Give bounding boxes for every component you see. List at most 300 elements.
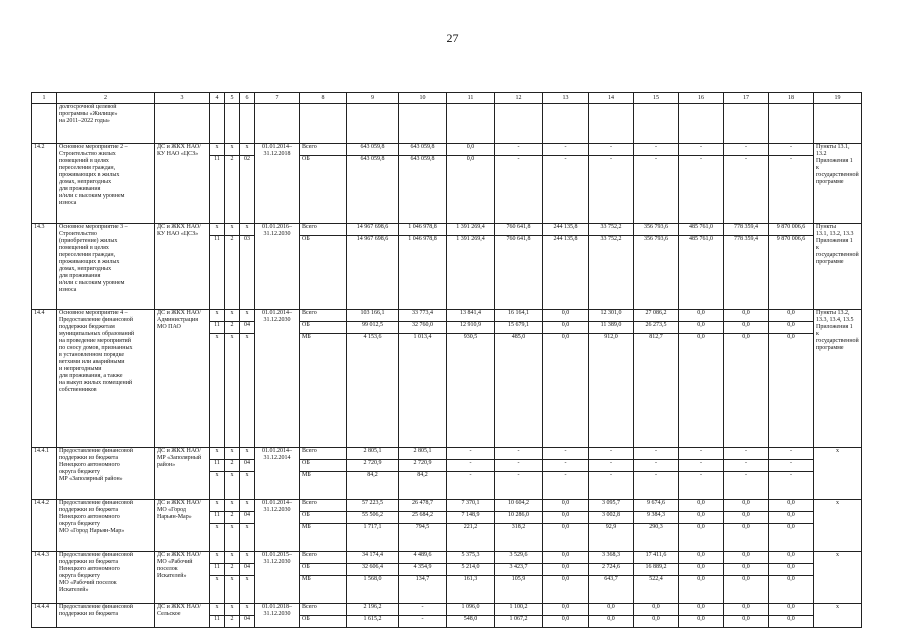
row-number: 14.4.1 xyxy=(32,448,57,500)
amount-cell: 9 870 006,6 xyxy=(769,236,814,310)
amount-cell: - xyxy=(399,616,447,628)
amount-cell: 16 889,2 xyxy=(634,564,679,576)
amount-cell: 0,0 xyxy=(679,616,724,628)
funding-source: Всего xyxy=(300,552,347,564)
column-header: 3 xyxy=(155,93,210,104)
row-note: x xyxy=(814,552,862,604)
column-header: 2 xyxy=(57,93,155,104)
amount-cell: - xyxy=(769,156,814,224)
amount-cell: - xyxy=(589,144,634,156)
amount-cell: 1 391 269,4 xyxy=(447,236,495,310)
amount-cell: 84,2 xyxy=(347,472,399,500)
column-header: 7 xyxy=(255,93,300,104)
code-cell: 11 xyxy=(210,460,225,472)
amount-cell: 34 174,4 xyxy=(347,552,399,564)
amount-cell: 12 910,9 xyxy=(447,322,495,334)
column-header: 10 xyxy=(399,93,447,104)
amount-cell: - xyxy=(589,472,634,500)
amount-cell: 99 012,5 xyxy=(347,322,399,334)
column-header: 17 xyxy=(724,93,769,104)
row-number: 14.4.2 xyxy=(32,500,57,552)
column-header: 5 xyxy=(225,93,240,104)
code-cell: x xyxy=(225,500,240,512)
column-header: 19 xyxy=(814,93,862,104)
amount-cell: 2 724,6 xyxy=(589,564,634,576)
amount-cell: 2 720,9 xyxy=(399,460,447,472)
code-cell: x xyxy=(240,334,255,448)
amount-cell: - xyxy=(543,460,589,472)
row-number: 14.2 xyxy=(32,144,57,224)
code-cell: x xyxy=(225,144,240,156)
amount-cell: - xyxy=(679,448,724,460)
amount-cell: - xyxy=(447,460,495,472)
amount-cell: 318,2 xyxy=(495,524,543,552)
column-header: 14 xyxy=(589,93,634,104)
amount-cell: - xyxy=(589,460,634,472)
code-cell: 04 xyxy=(240,460,255,472)
amount-cell: 0,0 xyxy=(724,334,769,448)
amount-cell: 0,0 xyxy=(769,576,814,604)
column-header: 18 xyxy=(769,93,814,104)
amount-cell: - xyxy=(634,144,679,156)
amount-cell: 0,0 xyxy=(769,322,814,334)
code-cell: x xyxy=(210,334,225,448)
table-row xyxy=(32,310,862,322)
code-cell: x xyxy=(210,224,225,236)
amount-cell: 0,0 xyxy=(543,512,589,524)
amount-cell: - xyxy=(769,448,814,460)
code-cell: 11 xyxy=(210,322,225,334)
amount-cell: 9 870 006,6 xyxy=(769,224,814,236)
column-header: 11 xyxy=(447,93,495,104)
amount-cell: 0,0 xyxy=(679,576,724,604)
column-header: 16 xyxy=(679,93,724,104)
code-cell: x xyxy=(225,576,240,604)
funding-source: Всего xyxy=(300,448,347,460)
row-note: x xyxy=(814,500,862,552)
amount-cell: 0,0 xyxy=(679,334,724,448)
amount-cell: 33 773,4 xyxy=(399,310,447,322)
code-cell: x xyxy=(210,472,225,500)
code-cell: x xyxy=(210,448,225,460)
amount-cell: 0,0 xyxy=(589,616,634,628)
amount-cell: - xyxy=(724,144,769,156)
code-cell: x xyxy=(240,144,255,156)
amount-cell: 25 684,2 xyxy=(399,512,447,524)
column-header: 6 xyxy=(240,93,255,104)
amount-cell: 12 301,0 xyxy=(589,310,634,322)
row-executor: ДС и ЖКХ НАО/ КУ НАО «ЦСЗ» xyxy=(155,144,210,224)
amount-cell: 2 805,1 xyxy=(399,448,447,460)
amount-cell: - xyxy=(495,472,543,500)
code-cell: 2 xyxy=(225,322,240,334)
amount-cell: 7 370,1 xyxy=(447,500,495,512)
empty-cell xyxy=(634,104,679,144)
amount-cell: 9 674,6 xyxy=(634,500,679,512)
row-note: x xyxy=(814,604,862,628)
amount-cell: 57 223,5 xyxy=(347,500,399,512)
row-note: Пункты 13.1, 13.2, 13.3 Приложения 1 к государственной программе xyxy=(814,224,862,310)
amount-cell: 3 368,3 xyxy=(589,552,634,564)
empty-cell xyxy=(495,104,543,144)
code-cell: x xyxy=(225,604,240,616)
code-cell: 2 xyxy=(225,156,240,224)
code-cell: 03 xyxy=(240,236,255,310)
amount-cell: 0,0 xyxy=(769,500,814,512)
empty-cell xyxy=(724,104,769,144)
code-cell: x xyxy=(240,472,255,500)
amount-cell: 485,0 xyxy=(495,334,543,448)
row-executor: ДС и ЖКХ НАО/ КУ НАО «ЦСЗ» xyxy=(155,224,210,310)
funding-source: МБ xyxy=(300,472,347,500)
code-cell: x xyxy=(210,576,225,604)
amount-cell: - xyxy=(543,448,589,460)
table-row xyxy=(32,604,862,616)
amount-cell: 643 059,8 xyxy=(399,156,447,224)
amount-cell: 0,0 xyxy=(543,500,589,512)
page-number: 27 xyxy=(446,31,459,45)
amount-cell: 10 286,0 xyxy=(495,512,543,524)
amount-cell: - xyxy=(543,472,589,500)
code-cell: 11 xyxy=(210,156,225,224)
amount-cell: 0,0 xyxy=(724,564,769,576)
row-note: Пункты 13.1, 13.2 Приложения 1 к государственной программе xyxy=(814,144,862,224)
amount-cell: - xyxy=(724,156,769,224)
code-cell: x xyxy=(210,310,225,322)
empty-cell xyxy=(543,104,589,144)
row-period: 01.01.2015– 31.12.2030 xyxy=(255,552,300,604)
amount-cell: 643,7 xyxy=(589,576,634,604)
empty-cell xyxy=(225,104,240,144)
row-name: Основное мероприятие 4 – Предоставление финансовой поддержки бюджетам муниципальных образований на проведение мероприятий по сносу домов, признанных в установленном порядке ветхими или аварийными и непригодными для проживания, а также на выкуп жилых помещений собственников xyxy=(57,310,155,448)
amount-cell: 0,0 xyxy=(543,564,589,576)
amount-cell: - xyxy=(447,448,495,460)
amount-cell: 0,0 xyxy=(724,310,769,322)
amount-cell: 812,7 xyxy=(634,334,679,448)
amount-cell: 1 717,1 xyxy=(347,524,399,552)
amount-cell: 3 529,6 xyxy=(495,552,543,564)
amount-cell: 9 384,3 xyxy=(634,512,679,524)
amount-cell: 0,0 xyxy=(769,524,814,552)
amount-cell: 0,0 xyxy=(679,310,724,322)
amount-cell: - xyxy=(634,156,679,224)
amount-cell: - xyxy=(724,460,769,472)
code-cell: 2 xyxy=(225,512,240,524)
amount-cell: - xyxy=(679,460,724,472)
code-cell: x xyxy=(210,500,225,512)
amount-cell: 161,3 xyxy=(447,576,495,604)
amount-cell: 0,0 xyxy=(769,604,814,616)
code-cell: 2 xyxy=(225,564,240,576)
funding-source: ОБ xyxy=(300,156,347,224)
amount-cell: 55 506,2 xyxy=(347,512,399,524)
row-number: 14.4.3 xyxy=(32,552,57,604)
amount-cell: 10 604,2 xyxy=(495,500,543,512)
amount-cell: - xyxy=(399,604,447,616)
continuation-row xyxy=(32,104,862,144)
amount-cell: 2 805,1 xyxy=(347,448,399,460)
amount-cell: 930,5 xyxy=(447,334,495,448)
code-cell: x xyxy=(225,310,240,322)
funding-source: ОБ xyxy=(300,460,347,472)
amount-cell: 0,0 xyxy=(634,616,679,628)
amount-cell: 778 359,4 xyxy=(724,224,769,236)
amount-cell: 760 641,8 xyxy=(495,224,543,236)
row-name: долгосрочной целевой программы «Жилище» на 2011–2022 годы» xyxy=(57,104,155,144)
row-executor: ДС и ЖКХ НАО/ Администрация МО ПАО xyxy=(155,310,210,448)
funding-source: ОБ xyxy=(300,616,347,628)
funding-source: МБ xyxy=(300,524,347,552)
amount-cell: 0,0 xyxy=(447,144,495,156)
amount-cell: 4 153,6 xyxy=(347,334,399,448)
amount-cell: - xyxy=(679,472,724,500)
code-cell: 04 xyxy=(240,322,255,334)
amount-cell: 1 096,0 xyxy=(447,604,495,616)
amount-cell: - xyxy=(724,472,769,500)
column-header: 8 xyxy=(300,93,347,104)
code-cell: x xyxy=(210,604,225,616)
amount-cell: 643 059,8 xyxy=(347,156,399,224)
amount-cell: 14 967 698,6 xyxy=(347,236,399,310)
amount-cell: 0,0 xyxy=(679,524,724,552)
code-cell: x xyxy=(225,552,240,564)
amount-cell: 0,0 xyxy=(724,512,769,524)
amount-cell: 643 059,8 xyxy=(347,144,399,156)
code-cell: x xyxy=(240,552,255,564)
funding-source: Всего xyxy=(300,144,347,156)
code-cell: x xyxy=(210,524,225,552)
row-number: 14.4.4 xyxy=(32,604,57,628)
funding-source: ОБ xyxy=(300,512,347,524)
code-cell: x xyxy=(225,334,240,448)
table-body xyxy=(32,93,862,628)
amount-cell: 0,0 xyxy=(724,552,769,564)
column-header: 4 xyxy=(210,93,225,104)
amount-cell: 32 606,4 xyxy=(347,564,399,576)
amount-cell: 33 752,2 xyxy=(589,236,634,310)
column-header: 15 xyxy=(634,93,679,104)
amount-cell: 0,0 xyxy=(634,604,679,616)
row-executor: ДС и ЖКХ НАО/ МО «Рабочий поселок Искателей» xyxy=(155,552,210,604)
empty-cell xyxy=(240,104,255,144)
code-cell: x xyxy=(240,576,255,604)
row-executor: ДС и ЖКХ НАО/ МР «Заполярный район» xyxy=(155,448,210,500)
amount-cell: 0,0 xyxy=(679,500,724,512)
amount-cell: 794,5 xyxy=(399,524,447,552)
amount-cell: - xyxy=(495,156,543,224)
code-cell: x xyxy=(240,500,255,512)
amount-cell: 11 389,0 xyxy=(589,322,634,334)
amount-cell: 290,3 xyxy=(634,524,679,552)
amount-cell: 1 046 978,8 xyxy=(399,236,447,310)
amount-cell: 0,0 xyxy=(679,322,724,334)
empty-cell xyxy=(589,104,634,144)
code-cell: 04 xyxy=(240,616,255,628)
amount-cell: 548,0 xyxy=(447,616,495,628)
amount-cell: - xyxy=(447,472,495,500)
amount-cell: - xyxy=(634,460,679,472)
amount-cell: 1 568,0 xyxy=(347,576,399,604)
amount-cell: - xyxy=(589,448,634,460)
table-row xyxy=(32,448,862,460)
code-cell: 02 xyxy=(240,156,255,224)
amount-cell: 485 761,0 xyxy=(679,224,724,236)
table-row xyxy=(32,224,862,236)
amount-cell: 4 354,9 xyxy=(399,564,447,576)
amount-cell: - xyxy=(543,156,589,224)
code-cell: x xyxy=(240,604,255,616)
amount-cell: 356 793,6 xyxy=(634,224,679,236)
amount-cell: 3 423,7 xyxy=(495,564,543,576)
amount-cell: 0,0 xyxy=(679,512,724,524)
amount-cell: 2 720,9 xyxy=(347,460,399,472)
table-row xyxy=(32,144,862,156)
code-cell: x xyxy=(240,448,255,460)
amount-cell: 221,2 xyxy=(447,524,495,552)
empty-cell xyxy=(769,104,814,144)
amount-cell: 778 359,4 xyxy=(724,236,769,310)
amount-cell: 0,0 xyxy=(679,604,724,616)
column-header-row xyxy=(32,93,862,104)
amount-cell: 643 059,8 xyxy=(399,144,447,156)
funding-source: ОБ xyxy=(300,564,347,576)
amount-cell: 0,0 xyxy=(724,524,769,552)
amount-cell: - xyxy=(634,448,679,460)
amount-cell: - xyxy=(495,144,543,156)
amount-cell: 1 013,4 xyxy=(399,334,447,448)
amount-cell: 16 164,1 xyxy=(495,310,543,322)
amount-cell: 92,9 xyxy=(589,524,634,552)
column-header: 12 xyxy=(495,93,543,104)
amount-cell: 26 273,5 xyxy=(634,322,679,334)
column-header: 13 xyxy=(543,93,589,104)
empty-cell xyxy=(447,104,495,144)
row-period: 01.01.2014– 31.12.2030 xyxy=(255,500,300,552)
empty-cell xyxy=(210,104,225,144)
row-number xyxy=(32,104,57,144)
row-name: Предоставление финансовой поддержки из бюджета Ненецкого автономного округа бюджету МО «Город Нарьян-Мар» xyxy=(57,500,155,552)
amount-cell: 0,0 xyxy=(447,156,495,224)
amount-cell: 0,0 xyxy=(724,616,769,628)
code-cell: 11 xyxy=(210,564,225,576)
amount-cell: 4 489,6 xyxy=(399,552,447,564)
amount-cell: 103 166,1 xyxy=(347,310,399,322)
amount-cell: 912,0 xyxy=(589,334,634,448)
amount-cell: - xyxy=(495,460,543,472)
code-cell: x xyxy=(240,224,255,236)
amount-cell: 5 214,0 xyxy=(447,564,495,576)
amount-cell: 1 391 269,4 xyxy=(447,224,495,236)
code-cell: 11 xyxy=(210,512,225,524)
row-name: Основное мероприятие 2 – Строительство жилых помещений в целях переселения граждан, проживающих в жилых домах, непригодных для проживания и/или с высоким уровнем износа xyxy=(57,144,155,224)
amount-cell: 522,4 xyxy=(634,576,679,604)
amount-cell: 0,0 xyxy=(543,322,589,334)
amount-cell: 32 760,0 xyxy=(399,322,447,334)
amount-cell: 0,0 xyxy=(724,322,769,334)
row-name: Основное мероприятие 3 – Строительство (приобретение) жилых помещений в целях переселения граждан, проживающих в жилых домах, непригодных для проживания и/или с высоким уровнем износа xyxy=(57,224,155,310)
row-executor: ДС и ЖКХ НАО/ МО «Город Нарьян-Мар» xyxy=(155,500,210,552)
funding-source: МБ xyxy=(300,334,347,448)
amount-cell: 26 478,7 xyxy=(399,500,447,512)
funding-source: Всего xyxy=(300,224,347,236)
amount-cell: 5 375,3 xyxy=(447,552,495,564)
amount-cell: 1 046 978,8 xyxy=(399,224,447,236)
row-name: Предоставление финансовой поддержки из бюджета Ненецкого автономного округа бюджету МР «Заполярный район» xyxy=(57,448,155,500)
amount-cell: 7 148,9 xyxy=(447,512,495,524)
row-name: Предоставление финансовой поддержки из бюджета Ненецкого автономного округа бюджету МО «Рабочий поселок Искателей» xyxy=(57,552,155,604)
code-cell: 2 xyxy=(225,616,240,628)
amount-cell: 134,7 xyxy=(399,576,447,604)
amount-cell: 356 793,6 xyxy=(634,236,679,310)
amount-cell: 1 615,2 xyxy=(347,616,399,628)
amount-cell: 3 095,7 xyxy=(589,500,634,512)
row-note: x xyxy=(814,448,862,500)
amount-cell: 0,0 xyxy=(724,576,769,604)
amount-cell: 0,0 xyxy=(543,310,589,322)
amount-cell: - xyxy=(495,448,543,460)
row-period: 01.01.2016– 31.12.2030 xyxy=(255,224,300,310)
amount-cell: 0,0 xyxy=(769,334,814,448)
amount-cell: - xyxy=(769,144,814,156)
empty-cell xyxy=(399,104,447,144)
amount-cell: 1 100,2 xyxy=(495,604,543,616)
funding-source: Всего xyxy=(300,500,347,512)
amount-cell: 105,9 xyxy=(495,576,543,604)
row-name: Предоставление финансовой поддержки из бюджета xyxy=(57,604,155,628)
amount-cell: 1 067,2 xyxy=(495,616,543,628)
funding-source: ОБ xyxy=(300,236,347,310)
amount-cell: 27 086,2 xyxy=(634,310,679,322)
empty-cell xyxy=(814,104,862,144)
amount-cell: - xyxy=(679,144,724,156)
empty-cell xyxy=(347,104,399,144)
amount-cell: 0,0 xyxy=(543,576,589,604)
amount-cell: 0,0 xyxy=(543,604,589,616)
amount-cell: 0,0 xyxy=(769,564,814,576)
code-cell: 11 xyxy=(210,616,225,628)
amount-cell: 0,0 xyxy=(769,512,814,524)
code-cell: x xyxy=(225,472,240,500)
funding-source: ОБ xyxy=(300,322,347,334)
amount-cell: 244 135,8 xyxy=(543,236,589,310)
empty-cell xyxy=(679,104,724,144)
column-header: 1 xyxy=(32,93,57,104)
amount-cell: 0,0 xyxy=(543,334,589,448)
table-row xyxy=(32,552,862,564)
code-cell: x xyxy=(225,448,240,460)
amount-cell: 3 002,8 xyxy=(589,512,634,524)
amount-cell: 0,0 xyxy=(679,564,724,576)
amount-cell: - xyxy=(724,448,769,460)
row-period: 01.01.2014– 31.12.2014 xyxy=(255,448,300,500)
code-cell: 04 xyxy=(240,512,255,524)
row-executor: ДС и ЖКХ НАО/ Сельское xyxy=(155,604,210,628)
amount-cell: 15 679,1 xyxy=(495,322,543,334)
amount-cell: 0,0 xyxy=(589,604,634,616)
code-cell: x xyxy=(210,144,225,156)
amount-cell: - xyxy=(543,144,589,156)
amount-cell: - xyxy=(769,460,814,472)
code-cell: x xyxy=(210,552,225,564)
amount-cell: 0,0 xyxy=(769,616,814,628)
amount-cell: 244 135,8 xyxy=(543,224,589,236)
row-period: 01.01.2014– 31.12.2030 xyxy=(255,310,300,448)
code-cell: 04 xyxy=(240,564,255,576)
amount-cell: 0,0 xyxy=(543,616,589,628)
amount-cell: 760 641,8 xyxy=(495,236,543,310)
code-cell: x xyxy=(240,310,255,322)
table-row xyxy=(32,500,862,512)
